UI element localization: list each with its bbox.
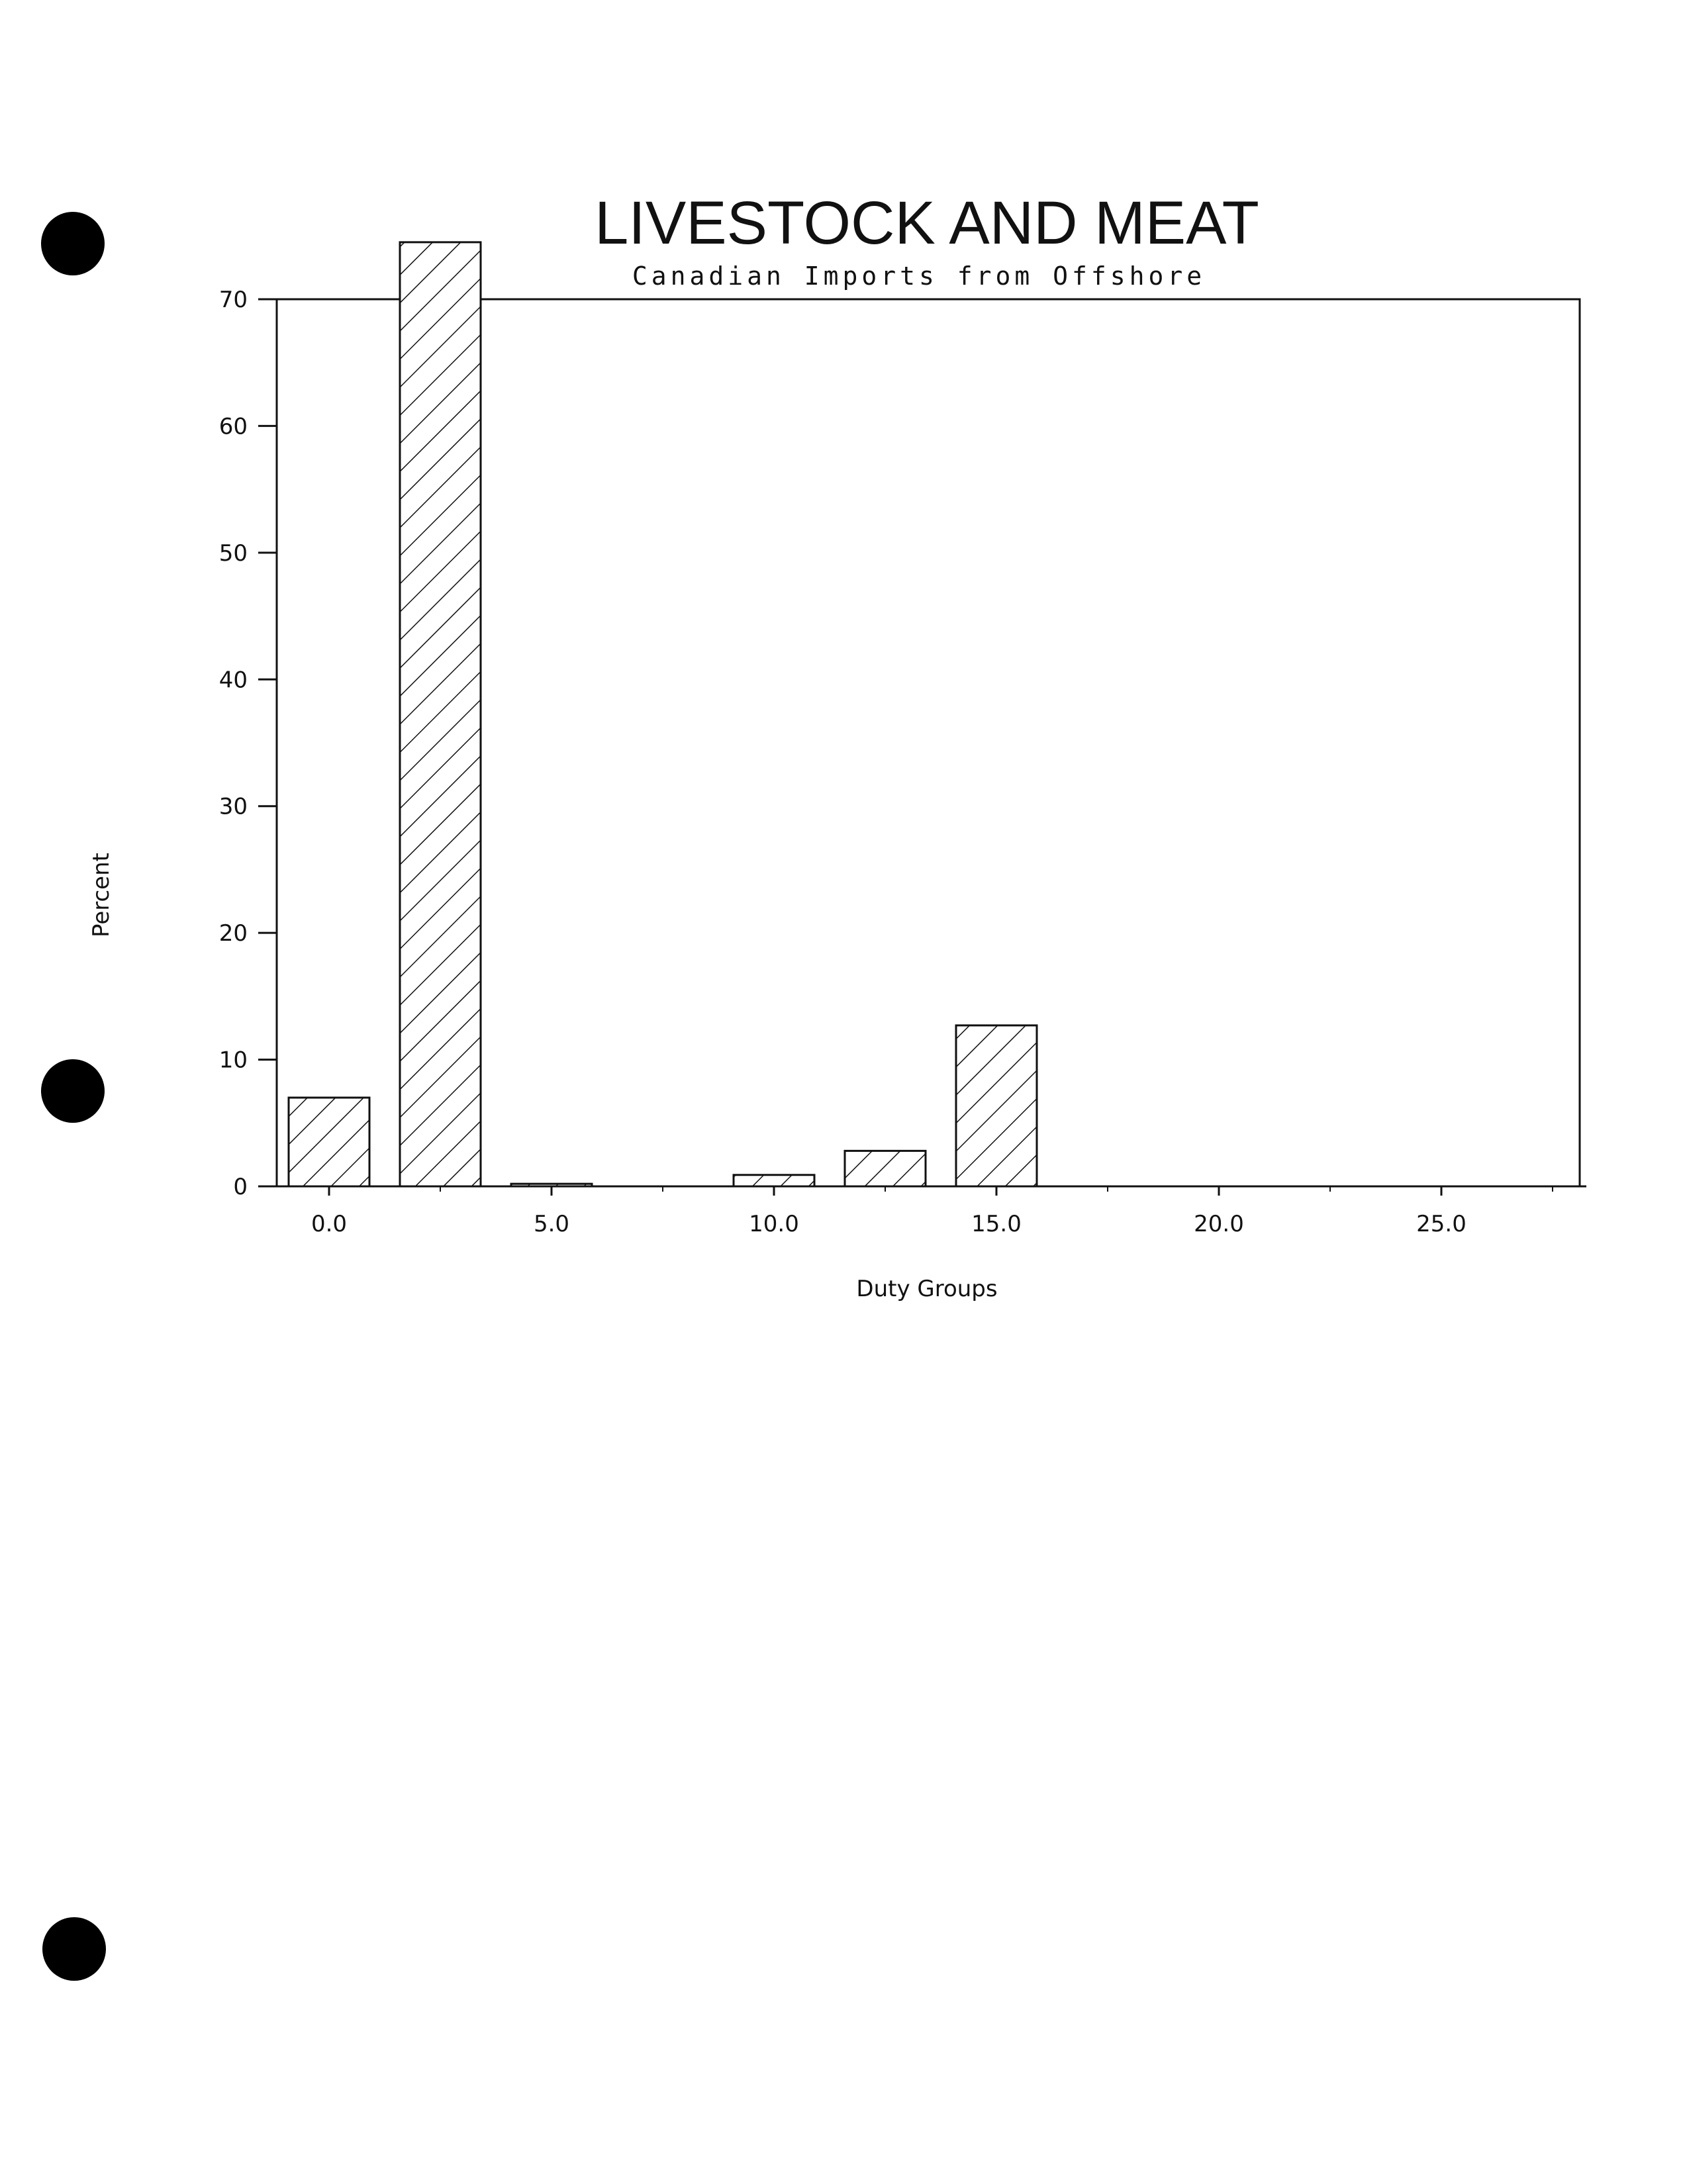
bar-0.0 bbox=[289, 1098, 369, 1186]
bars bbox=[289, 242, 1037, 1186]
x-tick-label: 20.0 bbox=[1194, 1211, 1244, 1237]
bar-12.5 bbox=[845, 1151, 926, 1186]
x-tick-label: 0.0 bbox=[311, 1211, 348, 1237]
bar-10.0 bbox=[734, 1175, 814, 1186]
chart-subtitle: Canadian Imports from Offshore bbox=[632, 261, 1206, 291]
y-axis bbox=[219, 287, 277, 1200]
chart-title: LIVESTOCK AND MEAT bbox=[595, 189, 1259, 257]
bar-15.0 bbox=[956, 1025, 1037, 1186]
punch-hole bbox=[41, 212, 105, 275]
y-tick-label: 30 bbox=[218, 793, 248, 820]
y-tick-label: 0 bbox=[233, 1174, 248, 1200]
y-tick-label: 70 bbox=[218, 287, 248, 313]
x-tick-label: 15.0 bbox=[971, 1211, 1022, 1237]
y-tick-label: 10 bbox=[218, 1047, 248, 1074]
punch-hole bbox=[41, 1059, 105, 1123]
y-tick-label: 40 bbox=[218, 667, 248, 694]
punch-hole bbox=[42, 1917, 106, 1981]
x-tick-label: 5.0 bbox=[533, 1211, 570, 1237]
x-tick-label: 10.0 bbox=[749, 1211, 799, 1237]
x-axis bbox=[311, 1186, 1553, 1237]
x-tick-label: 25.0 bbox=[1416, 1211, 1467, 1237]
y-tick-label: 50 bbox=[218, 540, 248, 567]
y-tick-label: 60 bbox=[218, 413, 248, 440]
bar-2.5 bbox=[400, 242, 481, 1186]
bar-5.0 bbox=[511, 1184, 592, 1186]
x-axis-label: Duty Groups bbox=[856, 1276, 998, 1302]
y-axis-label: Percent bbox=[88, 853, 115, 937]
y-tick-label: 20 bbox=[218, 920, 248, 947]
